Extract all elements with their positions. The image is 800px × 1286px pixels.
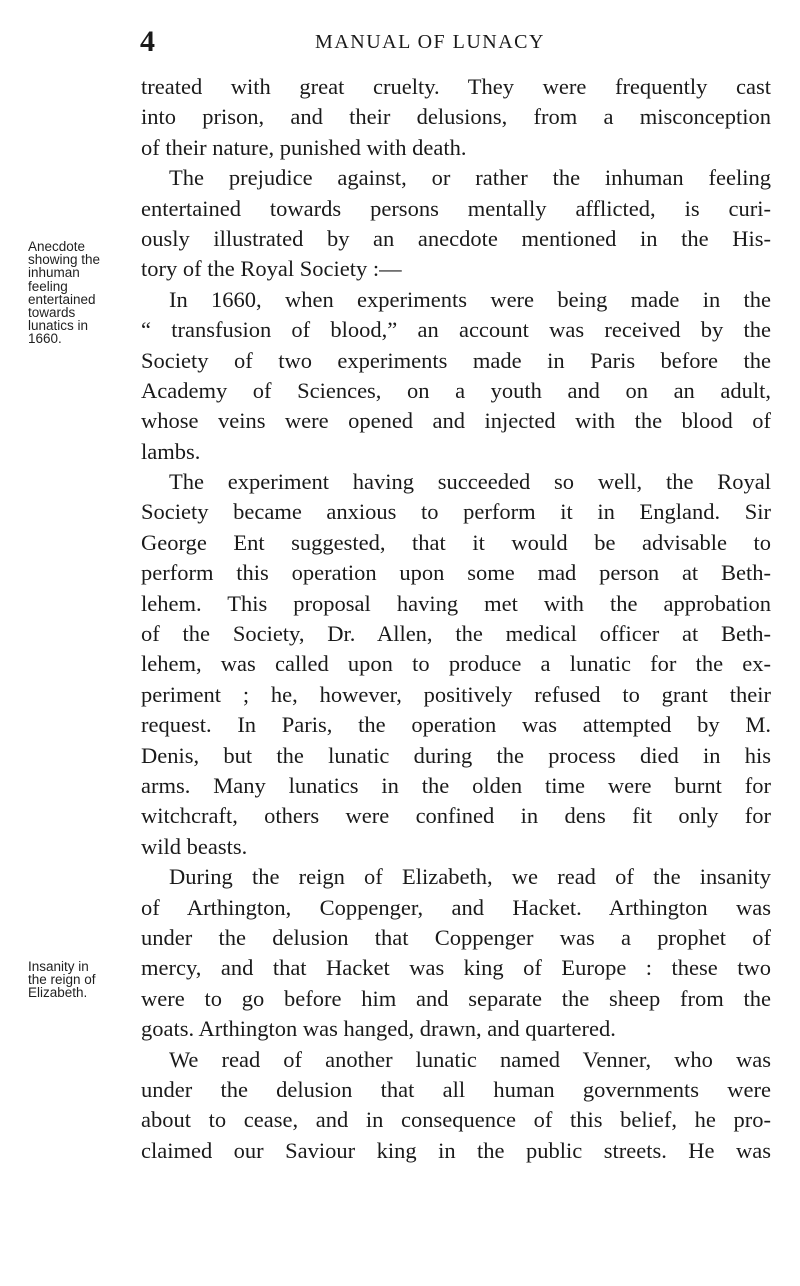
margin-note-line: Anecdote [28, 239, 86, 254]
text-line: request. In Paris, the operation was attempted by M. [141, 712, 771, 738]
text-line: of their nature, punished with death. [141, 134, 467, 160]
margin-note-line: the reign of [28, 972, 96, 988]
text-line: The experiment having succeeded so well, the Royal [169, 469, 771, 495]
text-line: Academy of Sciences, on a youth and on an adult, [141, 377, 771, 403]
margin-note-elizabeth [28, 960, 128, 1000]
text-line: Society became anxious to perform it in England. Sir [141, 499, 771, 525]
text-line: We read of another lunatic named Venner, who was [169, 1046, 771, 1072]
text-line: whose veins were opened and injected with the blood of [141, 408, 771, 434]
text-line: entertained towards persons mentally afflicted, is curi- [141, 195, 771, 221]
text-line: wild beasts. [141, 833, 248, 859]
text-line: witchcraft, others were confined in dens fit only for [141, 803, 771, 829]
page-header [0, 20, 800, 64]
margin-note-line: 1660. [28, 331, 62, 347]
text-line: were to go before him and separate the sheep from the [141, 985, 771, 1011]
text-line: into prison, and their delusions, from a misconception [141, 104, 771, 130]
text-line: In 1660, when experiments were being made in the [169, 286, 771, 312]
margin-note-line: showing the [28, 252, 101, 268]
text-line: lambs. [141, 438, 201, 464]
margin-note-line: feeling [28, 278, 68, 294]
margin-note-line: entertained [28, 291, 96, 307]
text-line: goats. Arthington was hanged, drawn, and quartered. [141, 1016, 616, 1042]
text-line: of the Society, Dr. Allen, the medical officer at Beth- [141, 621, 771, 647]
text-line: George Ent suggested, that it would be advisable to [141, 529, 771, 555]
text-line: under the delusion that all human governments were [141, 1076, 771, 1102]
margin-note-line: lunatics in [28, 318, 89, 334]
text-line: lehem. This proposal having met with the approbation [141, 590, 771, 616]
text-line: claimed our Saviour king in the public streets. He was [141, 1137, 771, 1163]
margin-note-anecdote [28, 240, 128, 346]
text-line: of Arthington, Coppenger, and Hacket. Arthington was [141, 894, 771, 920]
text-line: periment ; he, however, positively refused to grant their [141, 681, 771, 707]
page-number: 4 [140, 25, 155, 58]
margin-note-line: Elizabeth. [28, 985, 88, 1001]
text-line: “ transfusion of blood,” an account was received by the [141, 317, 771, 343]
text-line: under the delusion that Coppenger was a prophet of [141, 924, 771, 950]
text-line: treated with great cruelty. They were frequently cast [141, 74, 771, 99]
body-text [141, 72, 771, 1166]
text-line: mercy, and that Hacket was king of Europe : these two [141, 955, 771, 981]
text-line: perform this operation upon some mad person at Beth- [141, 560, 771, 586]
text-line: ously illustrated by an anecdote mentioned in the His- [141, 225, 771, 251]
text-line: lehem, was called upon to produce a lunatic for the ex- [141, 651, 771, 677]
text-line: During the reign of Elizabeth, we read of the insanity [169, 864, 771, 890]
text-line: The prejudice against, or rather the inhuman feeling [169, 165, 771, 191]
text-line: Denis, but the lunatic during the process died in his [141, 742, 771, 768]
text-line: about to cease, and in consequence of this belief, he pro- [141, 1107, 771, 1133]
margin-note-line: Insanity in [28, 959, 89, 974]
running-title: MANUAL OF LUNACY [315, 31, 545, 53]
text-line: Society of two experiments made in Paris before the [141, 347, 771, 373]
margin-note-line: inhuman [28, 265, 80, 281]
text-line: arms. Many lunatics in the olden time were burnt for [141, 772, 771, 798]
margin-note-line: towards [28, 305, 76, 321]
text-line: tory of the Royal Society :— [141, 256, 402, 282]
